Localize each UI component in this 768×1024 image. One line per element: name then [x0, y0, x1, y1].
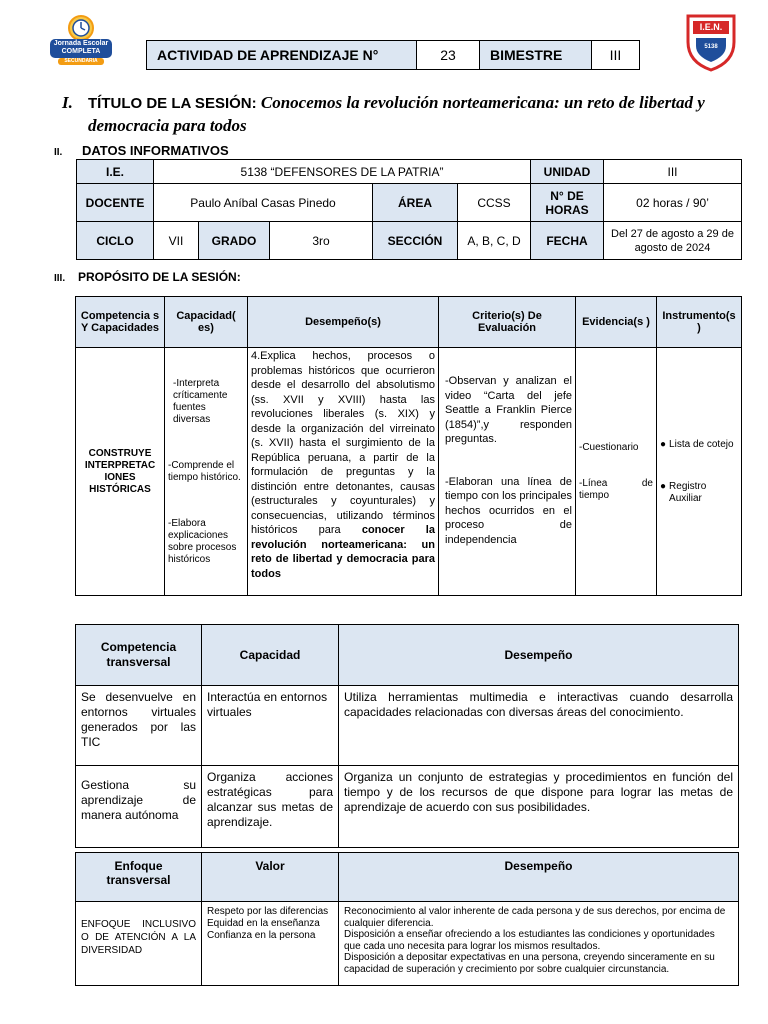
- valor-3: Confianza en la persona: [207, 930, 316, 941]
- instrumentos-cell: [657, 348, 742, 596]
- horas-label: N° DE HORAS: [531, 184, 604, 222]
- jec-logo: [44, 12, 118, 66]
- evidencia-2: -Línea de tiempo: [579, 477, 653, 501]
- jec-logo-text: Jornada Escolar COMPLETA: [53, 40, 109, 55]
- prop-header-instrumento: Instrumento(s ): [657, 297, 742, 348]
- evidencia-1: -Cuestionario: [579, 441, 639, 453]
- horas-value: 02 horas / 90’: [604, 184, 742, 222]
- bullet-icon: ●: [660, 438, 667, 450]
- prop-header-evidencia: Evidencia(s ): [576, 297, 657, 348]
- capacidad-2: -Comprende el tiempo histórico.: [168, 459, 241, 483]
- enf-header-enfoque: Enfoque transversal: [76, 853, 202, 902]
- bimester-label: BIMESTRE: [480, 41, 592, 70]
- valor-1: Respeto por las diferencias: [207, 906, 329, 917]
- activity-header-table: [146, 40, 640, 70]
- prop-header-criterio: Criterio(s) De Evaluación: [439, 297, 576, 348]
- proposito-table: [75, 296, 742, 596]
- enf-desempeno-2: Disposición a enseñar ofreciendo a los estudiantes las condiciones y oportunidades que cada uno necesita para lograr los mismos resultados.: [344, 929, 715, 952]
- criterio-2: -Elaboran una línea de tiempo con los principales hechos ocurridos en el proceso de independencia: [445, 475, 572, 546]
- enfoque-desempenos: [339, 902, 739, 986]
- ie-label: I.E.: [77, 160, 154, 184]
- criterios-cell: [439, 348, 576, 596]
- trans-header-desempeno: Desempeño: [339, 625, 739, 686]
- trans-row1-desempeno: Utiliza herramientas multimedia e interactivas cuando desarrolla capacidades relacionadas con diversas áreas del conocimiento.: [339, 686, 739, 766]
- capacidades-cell: [165, 348, 248, 596]
- instrumento-2: Registro Auxiliar: [669, 480, 707, 504]
- session-title: [62, 92, 742, 137]
- docente-value: Paulo Aníbal Casas Pinedo: [154, 184, 373, 222]
- grado-value: 3ro: [270, 222, 373, 260]
- transversal-table: [75, 624, 739, 848]
- trans-row1-capacidad: Interactúa en entornos virtuales: [202, 686, 339, 766]
- trans-row2-capacidad: Organiza acciones estratégicas para alcanzar sus metas de aprendizaje.: [202, 766, 339, 848]
- docente-label: DOCENTE: [77, 184, 154, 222]
- prop-header-capacidad: Capacidad( es): [165, 297, 248, 348]
- desempeno-text: 4.Explica hechos, procesos o problemas históricos que ocurrieron desde el desarrollo del absolutismo (ss. XVII y XVIII) hasta las revoluciones liberales (s. XIX) y desde la organización del virreinato (s. XVII) hasta el surgimiento de la República peruana, a partir de la formulación de preguntas y la distinción entre detonantes, causas (estructurales y coyunturales) y consecuencias, utilizando términos históricos para: [251, 350, 435, 536]
- ciclo-label: CICLO: [77, 222, 154, 260]
- area-label: ÁREA: [373, 184, 458, 222]
- proposito-heading: [54, 270, 241, 284]
- enf-header-valor: Valor: [202, 853, 339, 902]
- jec-logo-sub: SECUNDARIA: [64, 58, 98, 64]
- instrumento-item-2: [660, 481, 738, 505]
- seccion-value: A, B, C, D: [458, 222, 531, 260]
- trans-row2-competencia: Gestiona su aprendizaje de manera autónoma: [76, 766, 202, 848]
- ie-value: 5138 “DEFENSORES DE LA PATRIA”: [154, 160, 531, 184]
- enfoque-name: ENFOQUE INCLUSIVO O DE ATENCIÓN A LA DIVERSIDAD: [76, 902, 202, 986]
- activity-label: ACTIVIDAD DE APRENDIZAJE N°: [147, 41, 417, 70]
- fecha-label: FECHA: [531, 222, 604, 260]
- activity-number: 23: [417, 41, 480, 70]
- capacidad-1: -Interpreta críticamente fuentes diversas: [173, 377, 228, 425]
- enfoque-table: [75, 852, 739, 986]
- title-numeral: I.: [62, 93, 73, 112]
- prop-header-competencia: Competencia s Y Capacidades: [76, 297, 165, 348]
- prop-header-desempeno: Desempeño(s): [248, 297, 439, 348]
- area-value: CCSS: [458, 184, 531, 222]
- title-text: Conocemos la revolución norteamericana: un reto de libertad y democracia para todos: [88, 93, 705, 135]
- trans-row2-desempeno: Organiza un conjunto de estrategias y procedimientos en función del tiempo y de los recursos de que dispone para lograr las metas de aprendizaje de acuerdo con sus posibilidades.: [339, 766, 739, 848]
- fecha-value: Del 27 de agosto a 29 de agosto de 2024: [604, 222, 742, 260]
- unidad-value: III: [604, 160, 742, 184]
- instrumento-1: Lista de cotejo: [669, 438, 734, 450]
- proposito-heading-text: PROPÓSITO DE LA SESIÓN:: [78, 270, 241, 284]
- desempeno-cell: [248, 348, 439, 596]
- bimester-value: III: [592, 41, 640, 70]
- capacidad-3: -Elabora explicaciones sobre procesos históricos: [168, 517, 237, 565]
- school-crest: [684, 12, 738, 72]
- unidad-label: UNIDAD: [531, 160, 604, 184]
- competencia-cell: CONSTRUYE INTERPRETAC IONES HISTÓRICAS: [76, 348, 165, 596]
- enf-desempeno-1: Reconocimiento al valor inherente de cada persona y de sus derechos, por encima de cualquier diferencia.: [344, 906, 726, 929]
- evidencias-cell: [576, 348, 657, 596]
- ciclo-value: VII: [154, 222, 199, 260]
- title-label: TÍTULO DE LA SESIÓN:: [88, 95, 257, 112]
- crest-text: I.E.N.: [699, 22, 723, 32]
- enf-header-desempeno: Desempeño: [339, 853, 739, 902]
- valor-2: Equidad en la enseñanza: [207, 918, 320, 929]
- seccion-label: SECCIÓN: [373, 222, 458, 260]
- enfoque-valores: [202, 902, 339, 986]
- trans-header-capacidad: Capacidad: [202, 625, 339, 686]
- bullet-icon: ●: [660, 480, 667, 492]
- instrumento-item-1: [660, 439, 738, 451]
- enf-desempeno-3: Disposición a depositar expectativas en una persona, creyendo sinceramente en su capacidad de superación y crecimiento por sobre cualquier circunstancia.: [344, 952, 715, 975]
- datos-heading-text: DATOS INFORMATIVOS: [82, 143, 229, 158]
- datos-heading: [54, 143, 229, 158]
- trans-header-competencia: Competencia transversal: [76, 625, 202, 686]
- trans-row1-competencia: Se desenvuelve en entornos virtuales generados por las TIC: [76, 686, 202, 766]
- proposito-numeral: III.: [54, 273, 66, 284]
- desempeno-bold: conocer la revolución norteamericana: un reto de libertad y democracia para todos: [251, 524, 435, 580]
- grado-label: GRADO: [199, 222, 270, 260]
- datos-numeral: II.: [54, 147, 63, 158]
- datos-table: [76, 159, 742, 260]
- crest-number: 5138: [704, 44, 718, 50]
- criterio-1: -Observan y analizan el video “Carta del jefe Seattle a Franklin Pierce (1854)”,y responden preguntas.: [445, 375, 572, 445]
